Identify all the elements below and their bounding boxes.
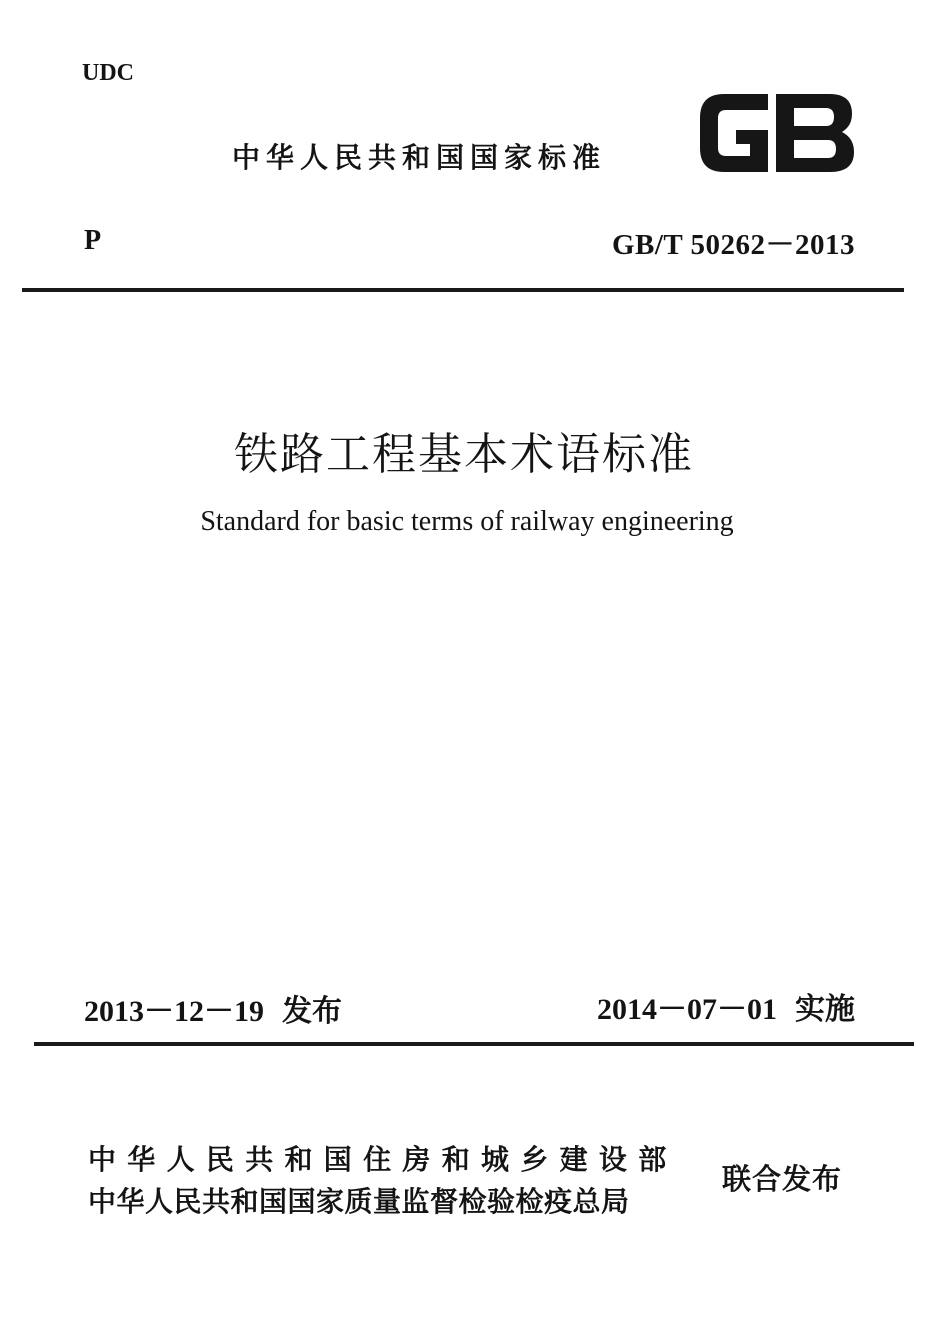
joint-issue-label: 联合发布 <box>722 1162 843 1196</box>
issue-date: 2013－12－19 <box>84 995 264 1028</box>
national-standard-heading: 中华人民共和国国家标准 <box>232 141 607 174</box>
issue-label: 发布 <box>282 994 342 1029</box>
udc-label: UDC <box>82 60 134 86</box>
implementation-date-line <box>597 984 855 1028</box>
implementation-date: 2014－07－01 <box>597 993 777 1026</box>
category-code: P <box>84 225 102 256</box>
issue-date-line <box>84 986 342 1030</box>
document-title-english: Standard for basic terms of railway engineering <box>200 506 734 537</box>
issuer-aqsiq: 中华人民共和国国家质量监督检验检疫总局 <box>88 1185 630 1218</box>
issuer-ministry: 中华人民共和国住房和城乡建设部 <box>88 1143 678 1176</box>
implementation-label: 实施 <box>795 992 855 1027</box>
standard-number: GB/T 50262－2013 <box>611 229 855 261</box>
gb-logo <box>696 90 856 176</box>
bottom-divider <box>34 1042 914 1046</box>
document-title-chinese: 铁路工程基本术语标准 <box>234 429 694 480</box>
top-divider <box>22 288 904 292</box>
